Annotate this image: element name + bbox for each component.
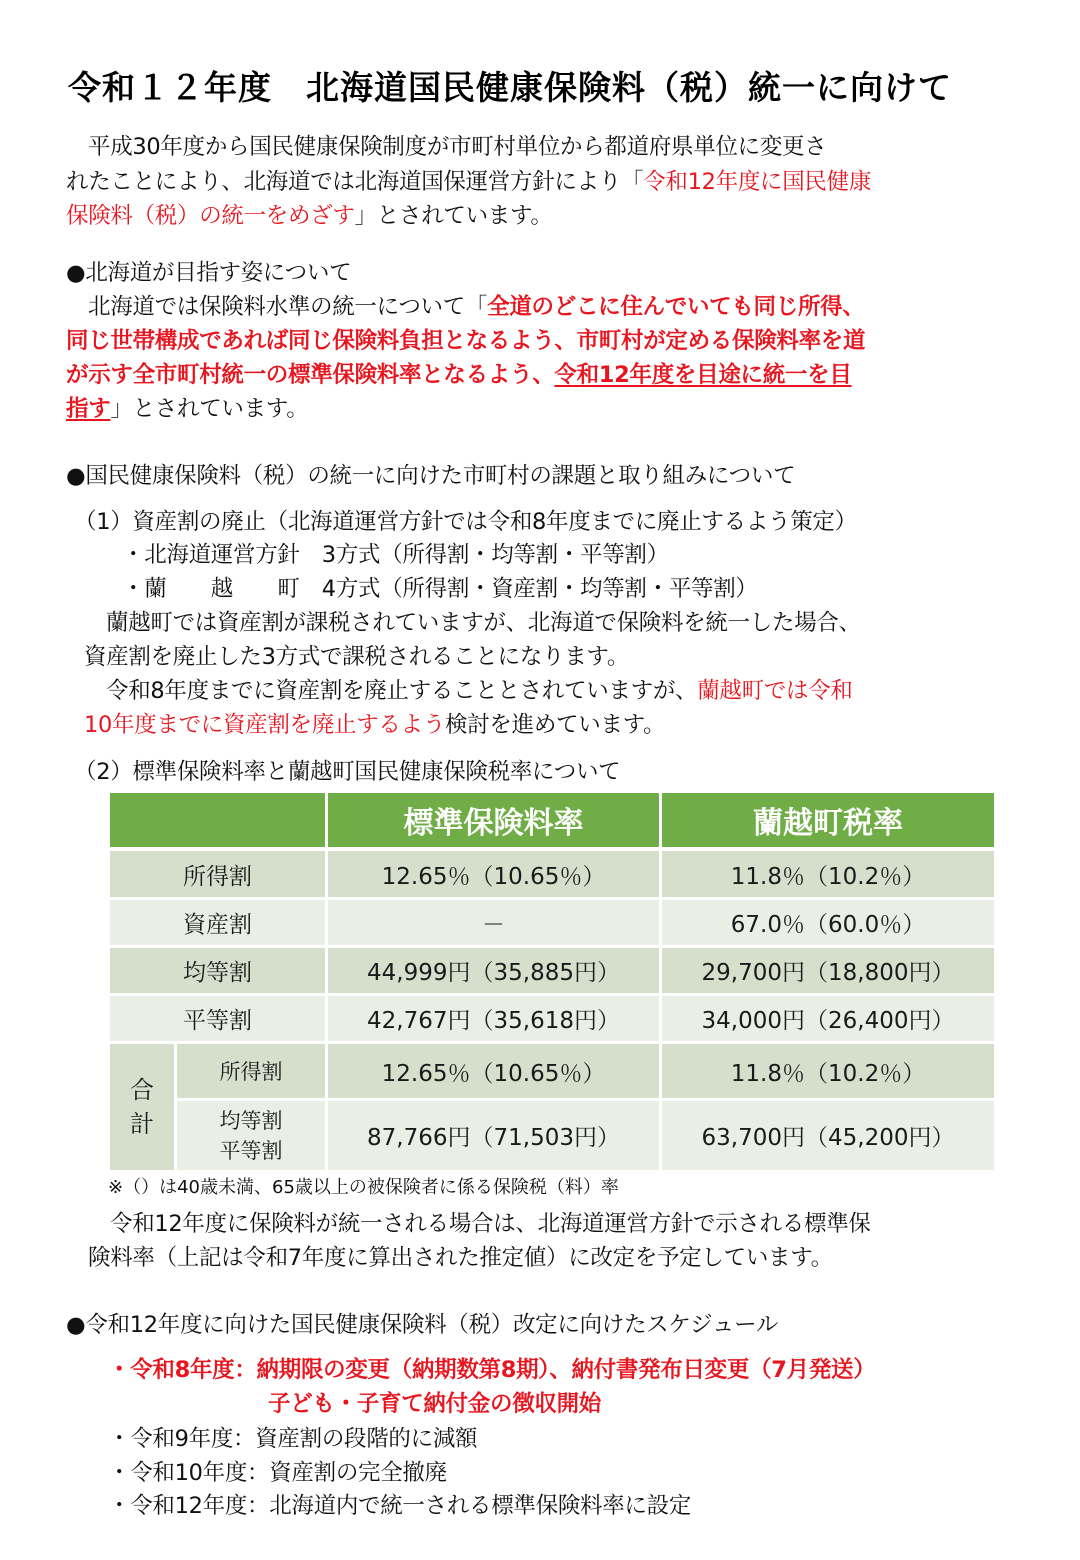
- table-total-label: [110, 1044, 174, 1170]
- table-cell-town: 34,000円（26,400円）: [662, 996, 994, 1041]
- section1-heading: ●北海道が目指す姿について: [66, 260, 352, 286]
- table-cell-standard: 44,999円（35,885円）: [328, 948, 659, 993]
- intro-line-2-text: れたことにより、北海道では北海道国保運営方針により「: [66, 169, 644, 195]
- table-cell-standard: 12.65％（10.65％）: [328, 851, 659, 897]
- table-cell-standard: －: [328, 900, 659, 945]
- after-table-line-2: 険料率（上記は令和7年度に算出された推定値）に改定を予定しています。: [88, 1245, 833, 1271]
- table-total-town: 63,700円（45,200円）: [662, 1101, 994, 1170]
- section1-line-4: [66, 393, 308, 426]
- section1-line-4-text: 」とされています。: [110, 396, 309, 422]
- total-label-bottom: 計: [130, 1110, 154, 1138]
- sub2-heading: （2）標準保険料率と蘭越町国民健康保険税率について: [74, 759, 621, 785]
- table-row-label: 均等割: [110, 948, 325, 993]
- page-title: 令和１２年度 北海道国民健康保険料（税）統一に向けて: [68, 68, 952, 107]
- intro-highlight-cont: 保険料（税）の統一をめざす: [66, 203, 355, 229]
- section1-underlined-goal: 令和12年度を目途に統一を目: [554, 362, 852, 388]
- table-total-standard: 87,766円（71,503円）: [328, 1101, 659, 1170]
- table-cell-town: 29,700円（18,800円）: [662, 948, 994, 993]
- schedule-item-r8-cont: 子ども・子育て納付金の徴収開始: [268, 1391, 602, 1417]
- section1-text: 北海道では保険料水準の統一について「: [88, 294, 488, 320]
- table-footnote: ※（）は40歳未満、65歳以上の被保険者に係る保険税（料）率: [108, 1177, 619, 1198]
- sub1-item-1: ・北海道運営方針 3方式（所得割・均等割・平等割）: [122, 542, 669, 568]
- schedule-heading: ●令和12年度に向けた国民健康保険料（税）改定に向けたスケジュール: [66, 1312, 779, 1338]
- sub1-p1-line-1: 蘭越町では資産割が課税されていますが、北海道で保険料を統一した場合、: [106, 610, 861, 636]
- sub1-p2-highlight-cont: 10年度までに資産割を廃止するよう: [84, 712, 446, 738]
- section1-line-3: [66, 359, 852, 392]
- table-total-sublabel: [177, 1101, 325, 1170]
- section1-line-1: [88, 291, 865, 324]
- section1-highlight-3: が示す全市町村統一の標準保険料率となるよう、: [66, 362, 555, 388]
- sub1-p2-text: 令和8年度までに資産割を廃止することとされていますが、: [106, 678, 698, 704]
- intro-highlight: 令和12年度に国民健康: [643, 169, 872, 195]
- section1-line-2: 同じ世帯構成であれば同じ保険料負担となるよう、市町村が定める保険料率を道: [66, 328, 866, 354]
- table-total-sublabel: 所得割: [177, 1044, 325, 1098]
- section1-underlined-goal-cont: 指す: [66, 396, 111, 422]
- sub1-item-2: ・蘭 越 町 4方式（所得割・資産割・均等割・平等割）: [122, 576, 758, 602]
- schedule-item-r12: ・令和12年度：北海道内で統一される標準保険料率に設定: [108, 1493, 692, 1519]
- schedule-item-r8: ・令和8年度：納期限の変更（納期数第8期）、納付書発布日変更（7月発送）: [108, 1357, 876, 1383]
- table-header-standard: 標準保険料率: [328, 793, 659, 847]
- sublabel-line-2: 平等割: [219, 1138, 283, 1163]
- sublabel-line-1: 均等割: [219, 1108, 283, 1133]
- table-cell-town: 67.0％（60.0％）: [662, 900, 994, 945]
- table-header-empty: [110, 793, 325, 847]
- schedule-item-r10: ・令和10年度：資産割の完全撤廃: [108, 1460, 447, 1486]
- total-label-top: 合: [130, 1076, 154, 1104]
- intro-line-2: [66, 166, 871, 199]
- schedule-item-r9: ・令和9年度：資産割の段階的に減額: [108, 1426, 478, 1452]
- table-cell-town: 11.8％（10.2％）: [662, 851, 994, 897]
- section2-heading: ●国民健康保険料（税）の統一に向けた市町村の課題と取り組みについて: [66, 463, 796, 489]
- sub1-p2-line-2-text: 検討を進めています。: [445, 712, 666, 738]
- sub1-p1-line-2: 資産割を廃止した3方式で課税されることになります。: [84, 644, 630, 670]
- table-row-label: 平等割: [110, 996, 325, 1041]
- table-header-town: 蘭越町税率: [662, 793, 994, 847]
- sub1-p2-line-2: [84, 709, 665, 742]
- intro-line-3-text: 」とされています。: [354, 203, 553, 229]
- intro-line-1: 平成30年度から国民健康保険制度が市町村単位から都道府県単位に変更さ: [88, 134, 827, 160]
- table-cell-standard: 42,767円（35,618円）: [328, 996, 659, 1041]
- table-total-standard: 12.65％（10.65％）: [328, 1044, 659, 1098]
- intro-line-3: [66, 200, 553, 233]
- after-table-line-1: 令和12年度に保険料が統一される場合は、北海道運営方針で示される標準保: [110, 1211, 871, 1237]
- table-row-label: 所得割: [110, 851, 325, 897]
- sub1-heading: （1）資産割の廃止（北海道運営方針では令和8年度までに廃止するよう策定）: [74, 509, 857, 535]
- section1-highlight: 全道のどこに住んでいても同じ所得、: [487, 294, 865, 320]
- sub1-p2-highlight: 蘭越町では令和: [697, 678, 853, 704]
- sub1-p2-line-1: [106, 675, 853, 708]
- table-total-town: 11.8％（10.2％）: [662, 1044, 994, 1098]
- table-row-label: 資産割: [110, 900, 325, 945]
